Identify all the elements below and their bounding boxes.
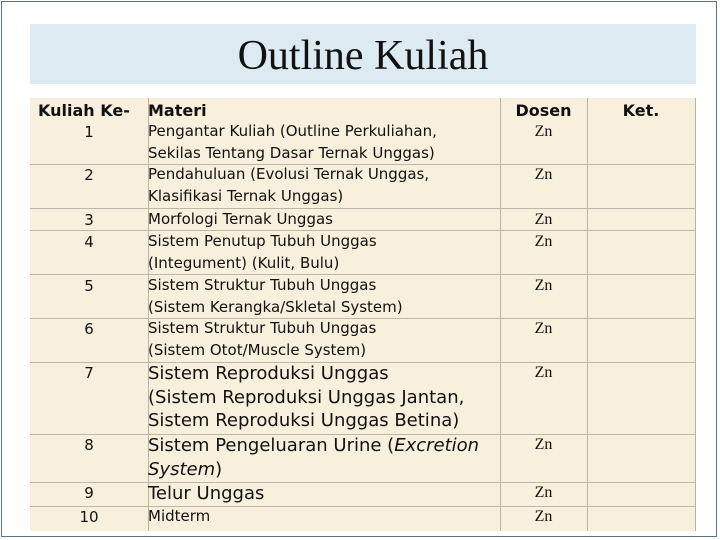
header-kuliah: Kuliah Ke- [38,101,130,120]
row-dosen: Zn [534,364,553,381]
materi-line: Sistem Reproduksi Unggas [148,363,389,384]
materi-line: Pengantar Kuliah (Outline Perkuliahan, [148,122,437,140]
materi-line: Sistem Pengeluaran Urine (Excretion [148,435,480,456]
row-dosen: Zn [534,508,553,525]
page-title: Outline Kuliah [237,33,489,79]
row-dosen: Zn [534,320,553,337]
materi-line: (Sistem Otot/Muscle System) [148,340,367,359]
row-number: 2 [84,166,94,184]
row-materi [148,121,437,164]
materi-line: Pendahuluan (Evolusi Ternak Unggas, [148,165,430,183]
materi-line: Sekilas Tentang Dasar Ternak Unggas) [148,143,435,162]
row-materi [148,362,464,433]
materi-line: Sistem Penutup Tubuh Unggas [148,232,377,250]
column-divider [587,98,588,531]
materi-line: Klasifikasi Ternak Unggas) [148,186,344,205]
outline-table [30,98,696,531]
column-divider [695,98,696,531]
header-dosen: Dosen [515,101,572,120]
row-number: 4 [84,233,94,251]
row-number: 9 [84,484,94,502]
materi-line: Sistem Reproduksi Unggas Betina) [148,410,460,432]
row-materi [148,164,429,207]
row-dosen: Zn [534,484,553,501]
materi-line: Sistem Struktur Tubuh Unggas [148,276,377,294]
row-materi [148,506,210,528]
materi-line: (Sistem Kerangka/Skletal System) [148,297,403,316]
row-materi [148,275,403,318]
row-dosen: Zn [534,277,553,294]
row-materi [148,209,333,231]
row-materi [148,318,376,361]
title-banner [30,24,696,84]
row-number: 3 [84,211,94,229]
row-materi [148,231,377,274]
row-dosen: Zn [534,233,553,250]
row-number: 6 [84,320,94,338]
materi-line: Sistem Struktur Tubuh Unggas [148,319,377,337]
row-number: 10 [79,508,99,526]
materi-line: (Integument) (Kulit, Bulu) [148,253,340,272]
row-number: 1 [84,123,94,141]
header-materi: Materi [148,101,207,120]
row-dosen: Zn [534,211,553,228]
row-dosen: Zn [534,436,553,453]
materi-line: Midterm [148,507,211,525]
materi-line: (Sistem Reproduksi Unggas Jantan, [148,386,465,408]
materi-line: Telur Unggas [148,483,265,504]
row-materi [148,434,479,481]
materi-line: Morfologi Ternak Unggas [148,210,333,228]
row-dosen: Zn [534,123,553,140]
row-number: 5 [84,277,94,295]
row-number: 8 [84,436,94,454]
row-materi [148,482,264,506]
header-ket: Ket. [622,101,660,120]
materi-line: System) [148,458,223,480]
row-number: 7 [84,364,94,382]
column-divider [500,98,501,531]
row-dosen: Zn [534,166,553,183]
